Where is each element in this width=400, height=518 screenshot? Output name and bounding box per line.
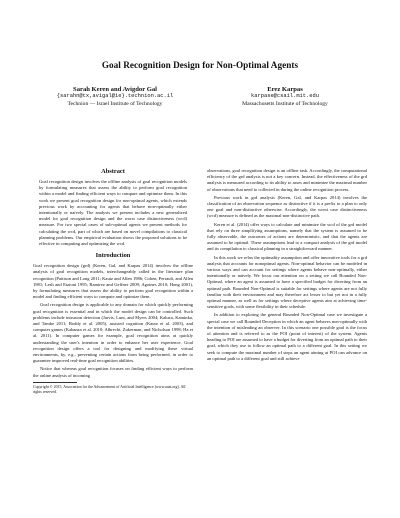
left-column <box>33 168 193 395</box>
right-paragraph-4: In this work we relax the optimality assumption and offer innovative tools for a grd analysis that accounts for nonoptimal agents. Non-optimal behavior can be modeled in various ways and can account for settings where agents behave non-optimally, either intentionally or naïvely. We focus our attention on a setting we call Bounded Non-Optimal, where an agent is assumed to have a specified budget for diverting from an optimal path. Bounded Non-Optimal is suitable for settings where agents are not fully familiar with their environment and may therefore act lesser to but yet not in a fully optimal manner, as well as for settings where deceptive agents aim at achieving time-sensitive goals, with some flexibility in their schedule. <box>207 254 367 310</box>
author-emails: karpase@csail.mit.edu <box>251 93 319 100</box>
intro-paragraph-2: Goal recognition design is applicable to any domain for which quickly performing goal recognition is essential and in which the model design can be controlled. Such problems include intrusion detection (Jarvis, Lunt, and Myers 2004; Kaluza, Kaminka, and Tambe 2011; Boddy et al. 2005), assisted cognition (Kautz et al. 2003), and computer games (Kabanza et al. 2010; Albrecht, Zukerman, and Nicholson 1998; Ha et al. 2011). In computer games for example, goal recognition aims at quickly understanding the user's intention in order to enhance her user experience. Goal recognition design offers a tool for designing and modifying these virtual environments, by, e.g., preventing certain actions from being performed, in order to guarantee improved real-time goal recognition abilities. <box>33 302 193 364</box>
author-block-1 <box>40 86 190 108</box>
copyright-footnote: Copyright © 2015, Association for the Advancement of Artificial Intelligence (www.aaai.org). All rights reserved. <box>33 384 186 394</box>
intro-paragraph-1: Goal recognition design (grd) (Keren, Gal, and Karpas 2014) involves the offline analysis of goal recognition models, interchangeably called in the literature plan recognition (Pattison and Long 2011; Kautz and Allen 1986; Cohen, Perrault, and Allen 1981; Lesh and Etzioni 1995; Ramirez and Geffner 2009; Agotnes 2010; Hong 2001), by formulating measures that assess the ability to perform goal recognition within a model and finding efficient ways to compute and optimize them. <box>33 263 193 300</box>
introduction-heading: Introduction <box>95 252 131 260</box>
right-paragraph-1: observations, goal recognition design is an offline task. Accordingly, the computational efficiency of the grd analysis is not a key concern. Instead, the effectiveness of the grd analysis is measured according to its ability to asses and minimize the maximal number of observations that need to collected in during the online recognition process. <box>207 168 367 192</box>
author-emails: {sarahn@tx,avigal@ie}.technion.ac.il <box>56 93 174 100</box>
right-paragraph-3: Keren et al. (2014) offer ways to calculate and minimize the wcd of the grd model that rely on three simplifying assumptions, namely that the system is assumed to be fully observable, the outcomes of actions are deterministic, and that the agents are assumed to be optimal. These assumptions lead to a compact analysis of the grd model and its compilation to classical planning in a straightforward manner. <box>207 221 367 252</box>
footnote-rule <box>33 382 77 383</box>
intro-paragraph-3: Notice that whereas goal recognition focuses on finding efficient ways to perform the online analysis of incoming <box>33 366 193 378</box>
abstract-heading: Abstract <box>101 168 125 175</box>
abstract-text: Goal recognition design involves the offline analysis of goal recognition models by formulating measures that assess the ability to perform goal recognition within a model and finding efficient ways to compare and optimize them. In this work we present goal recognition design for non-optimal agents, which extends previous work by accounting for agents that behave non-optimally either intentionally or naïvely. The analysis we present includes a new generalized model for goal recognition design and the worst case distinctiveness (wcd) measure. For two special cases of sub-optimal agents we present methods for calculating the wcd, part of which are based on novel compilations to classical planning problems. Our empirical evaluation shows the proposed solutions to be effective in computing and optimizing the wcd. <box>39 179 187 247</box>
author-block-2 <box>210 86 360 108</box>
author-names: Erez Karpas <box>267 86 303 93</box>
right-column <box>207 168 367 364</box>
author-affiliation: Massachusetts Institute of Technology <box>242 100 328 107</box>
right-paragraph-2: Previous work in grd analysis (Keren, Gal, and Karpas 2014) involves the classification of an observation sequence as distinctive if it is a prefix to a plan to only one goal and non-distinctive otherwise. Accordingly, the worst case distinctiveness (wcd) measure is defined as the maximal non-distinctive path. <box>207 194 367 219</box>
page-title: Goal Recognition Design for Non-Optimal Agents <box>101 60 299 70</box>
author-affiliation: Technion — Israel Institute of Technology <box>67 100 163 107</box>
right-paragraph-5: In addition to exploring the general Bounded Non-Optimal case we investigate a special case we call Bounded Deception in which an agent behaves non-optimally with the intention of misleading an observer. In this scenario one possible goal is the focus of attention and is referred to as the POI (point of interest) of the system. Agents heading to POI are assumed to have a budget for diverting from an optimal path to their goal, which they use to follow an optimal path to a different goal. In this setting we seek to compute the maximal number of steps an agent aiming at POI can advance on an optimal path to a different goal and still achieve <box>207 312 367 361</box>
author-names: Sarah Keren and Avigdor Gal <box>73 86 157 93</box>
